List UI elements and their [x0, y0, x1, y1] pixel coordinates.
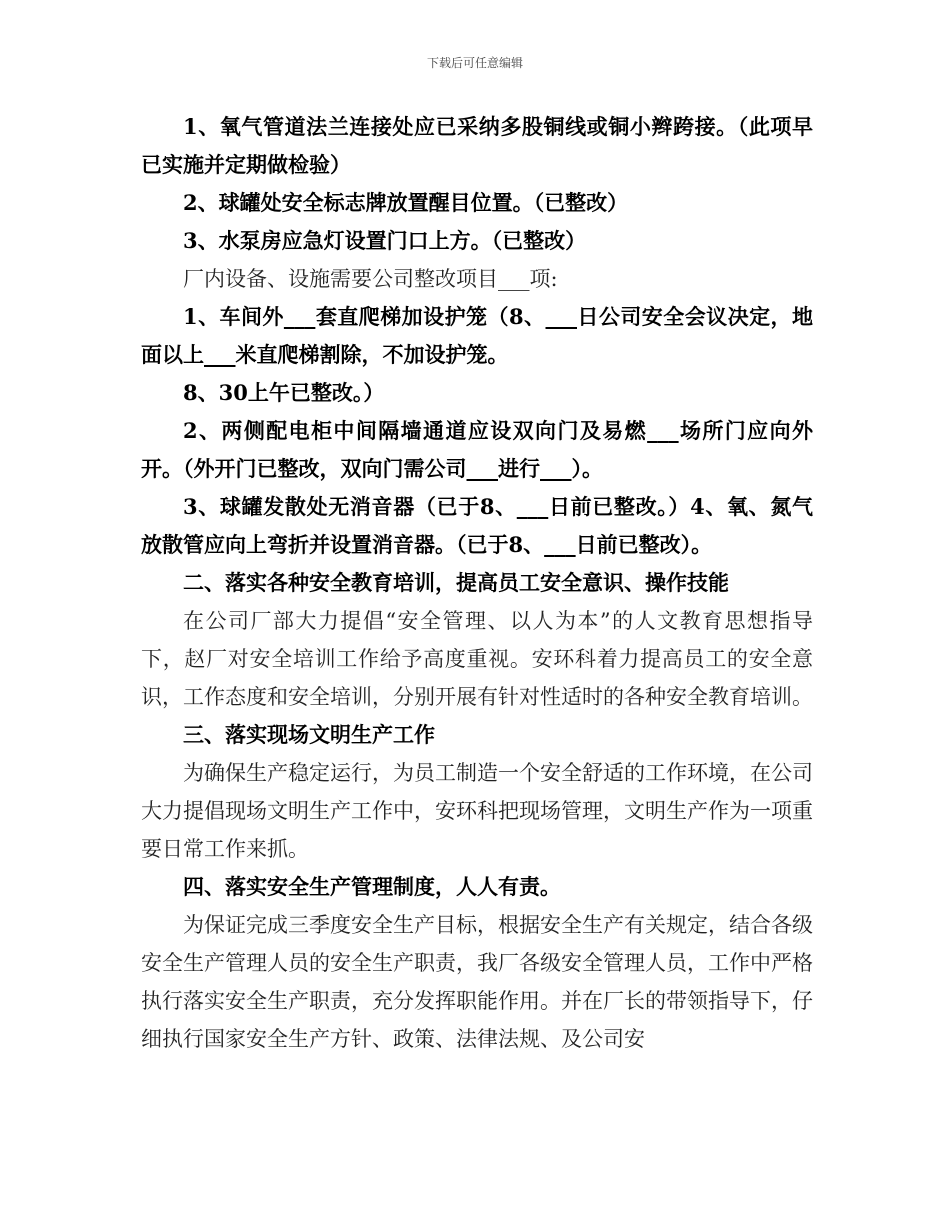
paragraph-12: 为确保生产稳定运行，为员工制造一个安全舒适的工作环境，在公司大力提倡现场文明生产工作中，安环科把现场管理，文明生产作为一项重要日常工作来抓。: [141, 761, 813, 861]
header-note: 下载后可任意编辑: [426, 56, 523, 70]
section-heading-3: 三、落实现场文明生产工作: [183, 722, 435, 747]
paragraph-10: 在公司厂部大力提倡“安全管理、以人为本”的人文教育思想指导下，赵厂对安全培训工作给予高度重视。安环科着力提高员工的安全意识，工作态度和安全培训，分别开展有针对性适时的各种安全教育培训。: [141, 609, 813, 709]
paragraph-4: 厂内设备、设施需要公司整改项目___项:: [183, 267, 558, 291]
document-body: [141, 108, 813, 1058]
paragraph-6: 8、30上午已整改。）: [183, 380, 385, 405]
paragraph-1: 1、氧气管道法兰连接处应已采纳多股铜线或铜小辫跨接。（此项早已实施并定期做检验）: [141, 114, 813, 177]
paragraph-2: 2、球罐处安全标志牌放置醒目位置。（已整改）: [183, 190, 629, 215]
paragraph-14: 为保证完成三季度安全生产目标，根据安全生产有关规定，结合各级安全生产管理人员的安全生产职责，我厂各级安全管理人员，工作中严格执行落实安全生产职责，充分发挥职能作用。并在厂长的带领指导下，仔细执行国家安全生产方针、政策、法律法规、及公司安: [141, 913, 813, 1051]
paragraph-3: 3、水泵房应急灯设置门口上方。（已整改）: [183, 228, 587, 253]
paragraph-8: 3、球罐发散处无消音器（已于8、___日前已整改。）4、氧、氮气放散管应向上弯折并设置消音器。（已于8、___日前已整改）。: [141, 494, 813, 557]
section-heading-4: 四、落实安全生产管理制度，人人有责。: [183, 874, 561, 899]
paragraph-7: 2、两侧配电柜中间隔墙通道应设双向门及易燃___场所门应向外开。（外开门已整改，双向门需公司___进行___）。: [141, 418, 813, 481]
section-heading-2: 二、落实各种安全教育培训，提高员工安全意识、操作技能: [183, 570, 729, 595]
paragraph-5: 1、车间外___套直爬梯加设护笼（8、___日公司安全会议决定，地面以上___米直爬梯割除，不加设护笼。: [141, 304, 813, 367]
